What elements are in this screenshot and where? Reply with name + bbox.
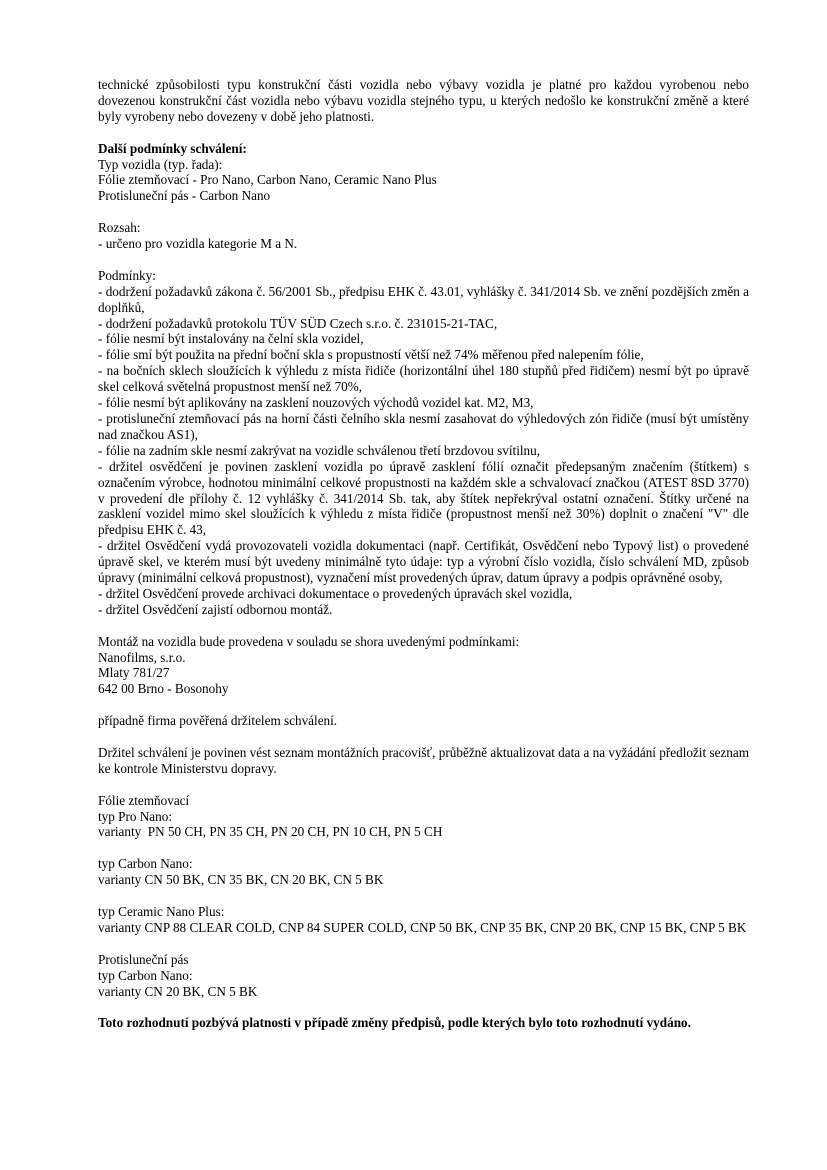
spacer xyxy=(98,618,749,634)
authorized-company: případně firma pověřená držitelem schválení. xyxy=(98,713,338,729)
requirement-item: - držitel osvědčení je povinen zasklení vozidla po úpravě zasklení fólií označit předepsaným značením (štítkem) s označením výrobce, hodnotou minimální celkové propustnosti na každém skle a schvalovací značkou (ATEST 8SD 3770) v provedení dle přílohy č. 12 vyhlášky č. 341/2014 Sb. tak, aby štítek nepřekrýval ostatní označení. Štítky určené na zasklení vozidel mimo skel sloužících k výhledu z místa řidiče (propustnost menší než 30%) doplnit o značení "V" dle předpisu EHK č. 43, xyxy=(98,458,749,538)
requirement-item: - držitel Osvědčení provede archivaci dokumentace o provedených úpravách skel vozidla, xyxy=(98,585,573,601)
spacer xyxy=(98,252,749,268)
pro-nano-variants: varianty PN 50 CH, PN 35 CH, PN 20 CH, PN 10 CH, PN 5 CH xyxy=(98,824,443,840)
holder-duty-paragraph: Držitel schválení je povinen vést seznam montážních pracovišť, průběžně aktualizovat data a na vyžádání předložit seznam ke kontrole Ministerstvu dopravy. xyxy=(98,744,749,776)
requirement-item: - na bočních sklech sloužících k výhledu z místa řidiče (horizontální úhel 180 stupňů před řidičem) nesmí být po úpravě skel celková světelná propustnost menší než 70%, xyxy=(98,363,749,395)
requirements-label: Podmínky: xyxy=(98,267,156,283)
requirement-item: - držitel Osvědčení zajistí odbornou montáž. xyxy=(98,601,333,617)
requirement-item: - dodržení požadavků protokolu TÜV SÜD Czech s.r.o. č. 231015-21-TAC, xyxy=(98,315,498,331)
sunstrip-label: Protisluneční pás xyxy=(98,951,189,967)
ceramic-nano-type: typ Ceramic Nano Plus: xyxy=(98,903,225,919)
installer-city: 642 00 Brno - Bosonohy xyxy=(98,681,229,697)
tinting-film-label: Fólie ztemňovací xyxy=(98,792,190,808)
installer-name: Nanofilms, s.r.o. xyxy=(98,649,186,665)
requirement-item: - dodržení požadavků zákona č. 56/2001 Sb., předpisu EHK č. 43.01, vyhlášky č. 341/2014 Sb. ve znění pozdějších změn a doplňků, xyxy=(98,283,749,315)
requirement-item: - fólie nesmí být instalovány na čelní skla vozidel, xyxy=(98,331,364,347)
spacer xyxy=(98,777,749,793)
requirement-item: - protisluneční ztemňovací pás na horní části čelního skla nesmí zasahovat do výhledových zón řidiče (musí být umístěny nad značkou AS1), xyxy=(98,410,749,442)
spacer xyxy=(98,125,749,141)
conditions-heading: Další podmínky schválení: xyxy=(98,140,247,156)
spacer xyxy=(98,204,749,220)
sunstrip-type: typ Carbon Nano: xyxy=(98,967,193,983)
ceramic-nano-variants: varianty CNP 88 CLEAR COLD, CNP 84 SUPER COLD, CNP 50 BK, CNP 35 BK, CNP 20 BK, CNP 15 BK, CNP 5 BK xyxy=(98,919,747,935)
requirement-item: - držitel Osvědčení vydá provozovateli vozidla dokumentaci (např. Certifikát, Osvědčení nebo Typový list) o provedené úpravě skel, ve kterém musí být uvedeny minimálně tyto údaje: typ a výrobní číslo vozidla, číslo schválení MD, způsob úpravy (minimální celková propustnost), vyznačení míst provedených úprav, datum úpravy a podpis oprávněné osoby, xyxy=(98,538,749,586)
intro-paragraph: technické způsobilosti typu konstrukční části vozidla nebo výbavy vozidla je platné pro každou vyrobenou nebo dovezenou konstrukční část vozidla nebo výbavu vozidla stejného typu, u kterých nedošlo ke konstrukční změně a které byly vyrobeny nebo dovezeny v době jeho platnosti. xyxy=(98,77,749,124)
sunstrip-variants: varianty CN 20 BK, CN 5 BK xyxy=(98,983,258,999)
scope-label: Rozsah: xyxy=(98,220,141,236)
installer-street: Mlaty 781/27 xyxy=(98,665,170,681)
spacer xyxy=(98,840,749,856)
vehicle-type-line: Protisluneční pás - Carbon Nano xyxy=(98,188,271,204)
vehicle-type-label: Typ vozidla (typ. řada): xyxy=(98,156,223,172)
spacer xyxy=(98,888,749,904)
final-note: Toto rozhodnutí pozbývá platnosti v případě změny předpisů, podle kterých bylo toto rozhodnutí vydáno. xyxy=(98,1015,691,1031)
requirement-item: - fólie na zadním skle nesmí zakrývat na vozidle schválenou třetí brzdovou svítilnu, xyxy=(98,442,541,458)
requirement-item: - fólie smí být použita na přední boční skla s propustností větší než 74% měřenou před nalepením fólie, xyxy=(98,347,644,363)
vehicle-type-line: Fólie ztemňovací - Pro Nano, Carbon Nano, Ceramic Nano Plus xyxy=(98,172,437,188)
carbon-nano-type: typ Carbon Nano: xyxy=(98,856,193,872)
installation-line: Montáž na vozidla bude provedena v souladu se shora uvedenými podmínkami: xyxy=(98,633,520,649)
spacer xyxy=(98,936,749,952)
requirement-item: - fólie nesmí být aplikovány na zasklení nouzových východů vozidel kat. M2, M3, xyxy=(98,395,534,411)
spacer xyxy=(98,999,749,1015)
spacer xyxy=(98,697,749,713)
spacer xyxy=(98,729,749,745)
pro-nano-type: typ Pro Nano: xyxy=(98,808,172,824)
carbon-nano-variants: varianty CN 50 BK, CN 35 BK, CN 20 BK, CN 5 BK xyxy=(98,872,384,888)
scope-line: - určeno pro vozidla kategorie M a N. xyxy=(98,236,298,252)
